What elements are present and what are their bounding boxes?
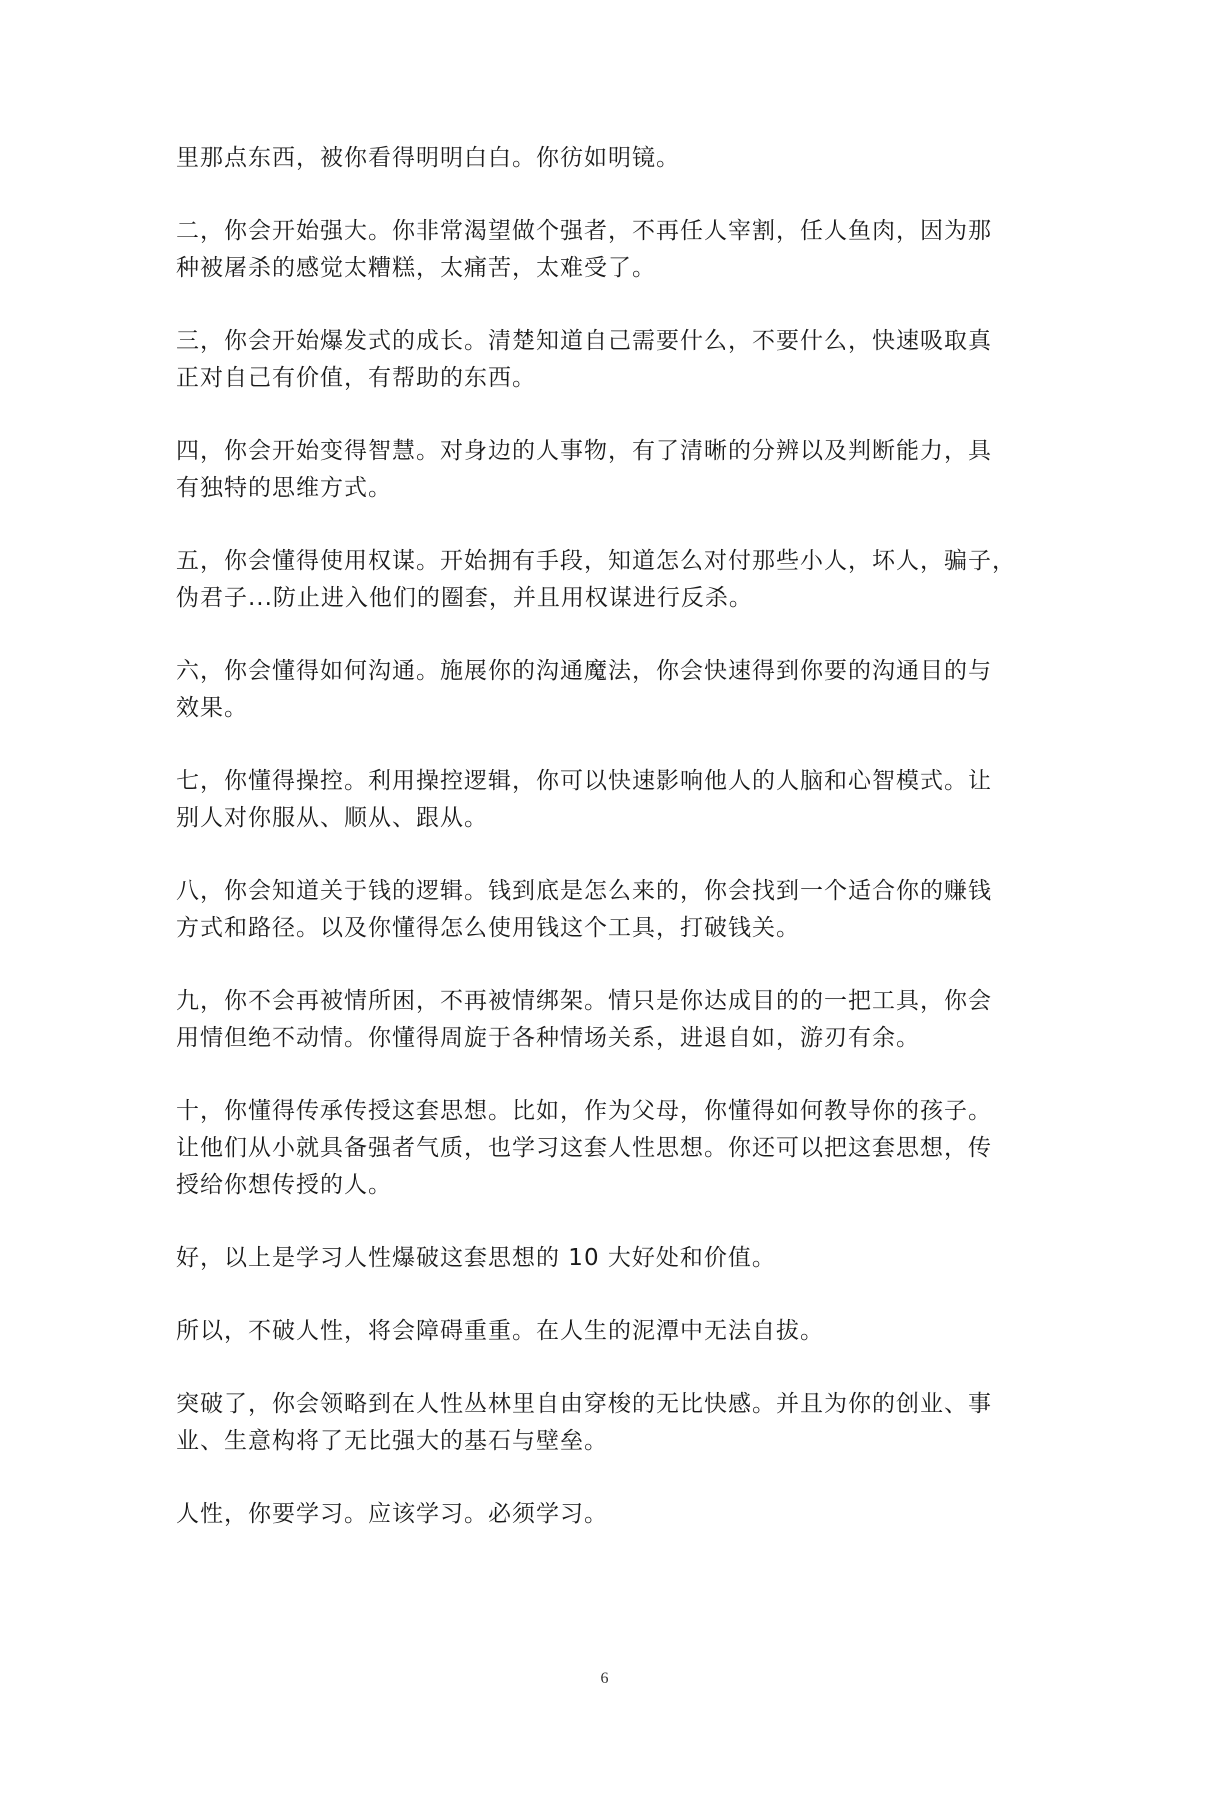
- paragraph-line: 方式和路径。以及你懂得怎么使用钱这个工具，打破钱关。: [176, 915, 800, 941]
- paragraph-line: 效果。: [176, 695, 248, 721]
- paragraph-line: 有独特的思维方式。: [176, 475, 392, 501]
- paragraph-line: 八，你会知道关于钱的逻辑。钱到底是怎么来的，你会找到一个适合你的赚钱: [176, 878, 992, 904]
- paragraph-line: 七，你懂得操控。利用操控逻辑，你可以快速影响他人的人脑和心智模式。让: [176, 768, 992, 794]
- paragraph: [176, 1313, 1056, 1350]
- paragraph: [176, 873, 1056, 947]
- paragraph: [176, 653, 1056, 727]
- paragraph-line: 所以，不破人性，将会障碍重重。在人生的泥潭中无法自拔。: [176, 1318, 824, 1344]
- page-number: 6: [600, 1670, 609, 1687]
- document-body: [176, 140, 1056, 1569]
- paragraph-line: 里那点东西，被你看得明明白白。你彷如明镜。: [176, 145, 680, 171]
- paragraph-line: 业、生意构将了无比强大的基石与壁垒。: [176, 1428, 608, 1454]
- paragraph-line: 二，你会开始强大。你非常渴望做个强者，不再任人宰割，任人鱼肉，因为那: [176, 218, 992, 244]
- paragraph-line: 授给你想传授的人。: [176, 1172, 392, 1198]
- paragraph-line: 突破了，你会领略到在人性丛林里自由穿梭的无比快感。并且为你的创业、事: [176, 1391, 992, 1417]
- paragraph-line: 好，以上是学习人性爆破这套思想的 10 大好处和价值。: [176, 1245, 776, 1271]
- paragraph-line: 九，你不会再被情所困，不再被情绑架。情只是你达成目的的一把工具，你会: [176, 988, 992, 1014]
- paragraph-line: 三，你会开始爆发式的成长。清楚知道自己需要什么，不要什么，快速吸取真: [176, 328, 992, 354]
- paragraph-line: 种被屠杀的感觉太糟糕，太痛苦，太难受了。: [176, 255, 656, 281]
- paragraph: [176, 1386, 1056, 1460]
- paragraph-line: 用情但绝不动情。你懂得周旋于各种情场关系，进退自如，游刃有余。: [176, 1025, 920, 1051]
- paragraph-line: 五，你会懂得使用权谋。开始拥有手段，知道怎么对付那些小人，坏人，骗子，: [176, 548, 1016, 574]
- paragraph: [176, 433, 1056, 507]
- paragraph-line: 让他们从小就具备强者气质，也学习这套人性思想。你还可以把这套思想，传: [176, 1135, 992, 1161]
- paragraph-line: 人性，你要学习。应该学习。必须学习。: [176, 1501, 608, 1527]
- paragraph-line: 别人对你服从、顺从、跟从。: [176, 805, 488, 831]
- paragraph: [176, 763, 1056, 837]
- paragraph-line: 六，你会懂得如何沟通。施展你的沟通魔法，你会快速得到你要的沟通目的与: [176, 658, 992, 684]
- paragraph-line: 四，你会开始变得智慧。对身边的人事物，有了清晰的分辨以及判断能力，具: [176, 438, 992, 464]
- paragraph: [176, 543, 1056, 617]
- paragraph: [176, 1240, 1056, 1277]
- paragraph: [176, 140, 1056, 177]
- paragraph: [176, 323, 1056, 397]
- paragraph: [176, 1093, 1056, 1204]
- paragraph-line: 伪君子...防止进入他们的圈套，并且用权谋进行反杀。: [176, 585, 753, 611]
- paragraph: [176, 1496, 1056, 1533]
- paragraph: [176, 983, 1056, 1057]
- paragraph-line: 正对自己有价值，有帮助的东西。: [176, 365, 536, 391]
- paragraph: [176, 213, 1056, 287]
- paragraph-line: 十，你懂得传承传授这套思想。比如，作为父母，你懂得如何教导你的孩子。: [176, 1098, 992, 1124]
